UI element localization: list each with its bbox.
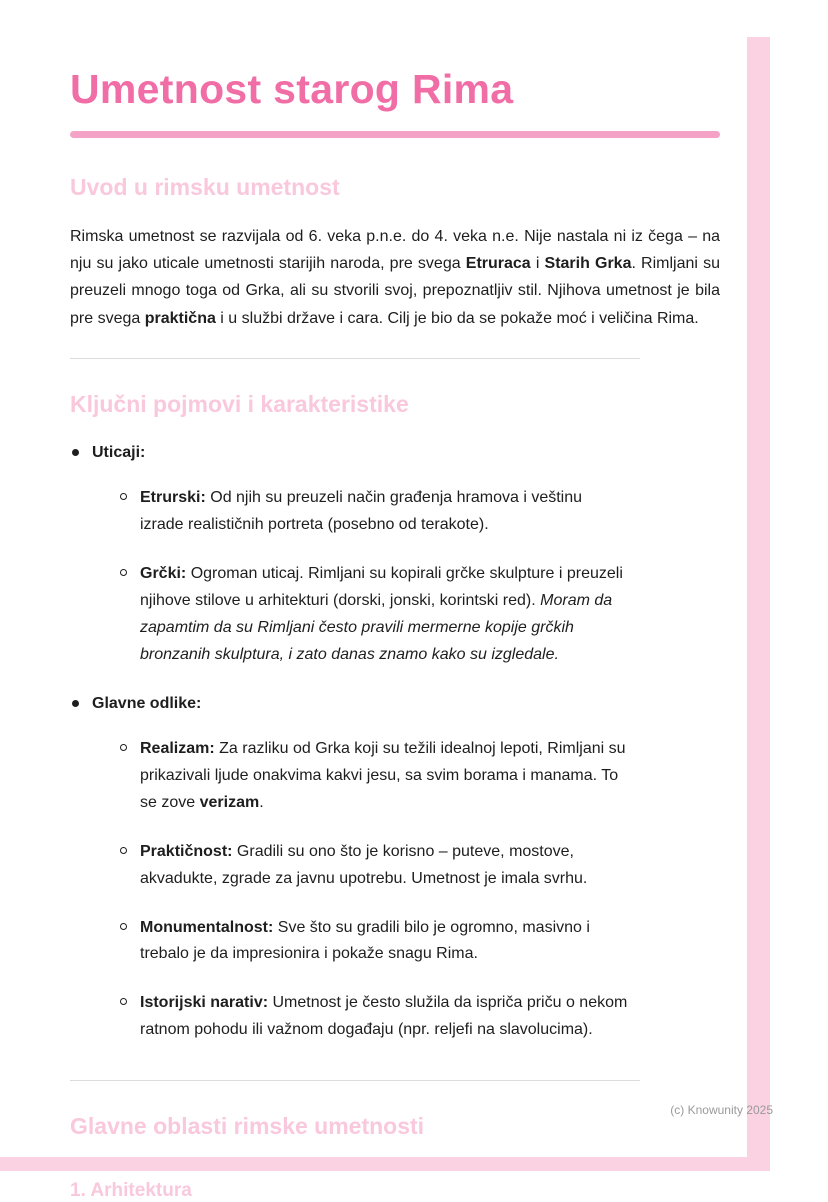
list-item-glavne-odlike (70, 691, 720, 1044)
list-item-label: Uticaji: (92, 443, 146, 461)
section-divider (70, 1080, 640, 1081)
section-divider (70, 358, 640, 359)
key-concepts-list (70, 440, 720, 1044)
text-run: Umetnost je često služila da ispriča priču o nekom ratnom pohodu ili važnom događaju (npr. reljefi na slavolucima). (140, 994, 628, 1039)
text-run: Rimska umetnost se razvijala od 6. veka p.n.e. do 4. veka n.e. Nije nastala ni iz čega – na nju su jako uticale umetnosti starijih naroda, pre svega (70, 228, 720, 273)
text-run-bold: Etrurski: (140, 489, 206, 507)
text-run: i u službi države i cara. Cilj je bio da se pokaže moć i veličina Rima. (215, 309, 699, 327)
text-run: Za razliku od Grka koji su težili idealnoj lepoti, Rimljani su prikazivali ljude onakvima kakvi jesu, sa svim borama i manama. To se zove (140, 740, 626, 811)
text-run-bold: verizam (199, 793, 260, 811)
text-run-italic: Moram da zapamtim da su Rimljani često pravili mermerne kopije grčkih bronzanih skulptura, i zato danas znamo kako su izgledale. (140, 591, 613, 663)
document-content (70, 66, 720, 1202)
page-title: Umetnost starog Rima (70, 66, 514, 112)
text-run: . Rimljani su preuzeli mnogo toga od Grka, ali su stvorili svoj, prepoznatljiv stil. Njihova umetnost je bila pre svega (70, 255, 720, 327)
text-run: Ogroman uticaj. Rimljani su kopirali grčke skulpture i preuzeli njihove stilove u arhitekturi (dorski, jonski, korintski red). (140, 565, 623, 609)
text-run: i (530, 255, 545, 273)
text-run-bold: Etruraca (465, 255, 531, 273)
odlike-sublist (92, 736, 720, 1044)
text-run-bold: Starih Grka (544, 255, 632, 273)
section-heading-kljucni-pojmovi: Ključni pojmovi i karakteristike (70, 390, 409, 417)
text-run: Gradili su ono što je korisno – puteve, mostove, akvadukte, zgrade za javnu upotrebu. Umetnost je imala svrhu. (140, 842, 588, 887)
list-item-prakticnost (118, 839, 628, 893)
text-run-bold: Praktičnost: (140, 842, 233, 860)
list-item-istorijski-narativ (118, 990, 628, 1044)
text-run-bold: Monumentalnost: (140, 918, 274, 936)
text-run-bold: praktična (144, 309, 216, 327)
section-heading-glavne-oblasti: Glavne oblasti rimske umetnosti (70, 1113, 425, 1140)
text-run: Sve što su gradili bilo je ogromno, masivno i trebalo je da impresionira i pokaže snagu Rima. (140, 918, 590, 963)
text-run-bold: Istorijski narativ: (140, 994, 269, 1012)
text-run-bold: Grčki: (140, 565, 187, 583)
subsection-heading-arhitektura: 1. Arhitektura (70, 1180, 192, 1202)
text-run: . (259, 793, 264, 811)
text-run: Od njih su preuzeli način građenja hramova i veštinu izrade realističnih portreta (posebno od terakote). (140, 489, 583, 534)
list-item-uticaji (70, 440, 720, 669)
page-edge-right-decoration (747, 37, 770, 1171)
list-item-realizam (118, 736, 628, 817)
list-item-etrurski (118, 485, 628, 539)
copyright-notice: (c) Knowunity 2025 (670, 1103, 773, 1117)
list-item-monumentalnost (118, 915, 628, 969)
title-underline-bar (70, 131, 720, 138)
intro-paragraph (70, 223, 720, 332)
uticaji-sublist (92, 485, 720, 668)
section-heading-uvod: Uvod u rimsku umetnost (70, 174, 340, 200)
list-item-grcki (118, 561, 628, 669)
text-run-bold: Realizam: (140, 740, 215, 758)
list-item-label: Glavne odlike: (92, 694, 202, 712)
